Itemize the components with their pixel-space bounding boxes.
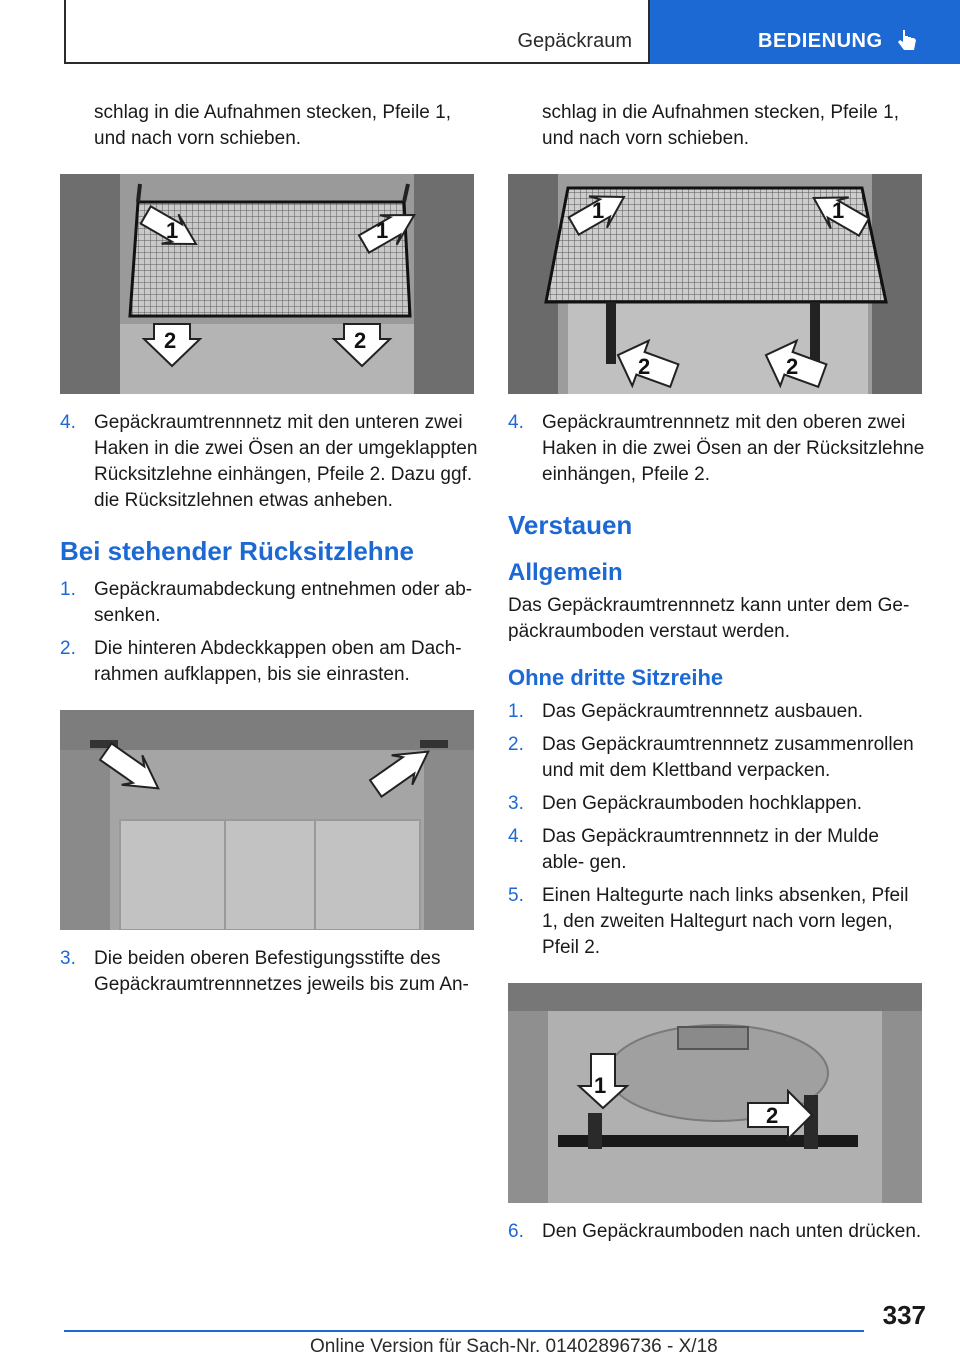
step-number: 1. bbox=[60, 579, 76, 600]
right-step-1 bbox=[508, 699, 926, 725]
heading-general: Allgemein bbox=[508, 559, 623, 586]
figure-stowing-straps bbox=[508, 983, 922, 1203]
right-step-4b bbox=[508, 824, 926, 876]
right-column bbox=[508, 100, 926, 1252]
header-chapter-label: BEDIENUNG bbox=[758, 30, 883, 52]
step-number: 4. bbox=[508, 412, 524, 433]
left-column bbox=[60, 100, 478, 1005]
general-text: Das Gepäckraumtrennnetz kann unter dem Ge‐ päckraumboden verstaut werden. bbox=[508, 595, 910, 642]
fig1-label-2a: 2 bbox=[164, 328, 177, 353]
fig1-label-2b: 2 bbox=[354, 328, 367, 353]
step-number: 6. bbox=[508, 1221, 524, 1242]
step-text: Den Gepäckraumboden hochklappen. bbox=[542, 793, 863, 814]
step-text: Gepäckraumtrennnetz mit den oberen zwei Haken in die zwei Ösen an der Rücksitzlehne einhängen, Pfeile 2. bbox=[542, 412, 925, 485]
header-chapter-tab bbox=[650, 0, 960, 64]
right-intro-text: schlag in die Aufnahmen stecken, Pfeile 1, und nach vorn schieben. bbox=[542, 102, 900, 149]
step-number: 2. bbox=[60, 638, 76, 659]
footer-divider bbox=[64, 1330, 864, 1332]
step-number: 3. bbox=[508, 793, 524, 814]
step-text: Das Gepäckraumtrennnetz in der Mulde able‐ gen. bbox=[542, 826, 879, 873]
left-step-2 bbox=[60, 636, 478, 688]
right-step-5 bbox=[508, 883, 926, 961]
header-section-box bbox=[64, 0, 650, 64]
right-step-6 bbox=[508, 1219, 926, 1245]
left-step-3 bbox=[60, 946, 478, 998]
step-text: Gepäckraumtrennnetz mit den unteren zwei Haken in die zwei Ösen an der umgeklappten Rücksitzlehne einhängen, Pfeile 2. Dazu ggf. die Rücksitzlehnen etwas anheben. bbox=[94, 412, 478, 511]
page-number: 337 bbox=[882, 1300, 926, 1330]
right-step-3 bbox=[508, 791, 926, 817]
step-number: 3. bbox=[60, 948, 76, 969]
figure-roof-caps bbox=[60, 710, 474, 930]
fig1-label-1b: 1 bbox=[376, 218, 389, 243]
fig2-label-2b: 2 bbox=[786, 354, 799, 379]
fig2-label-2a: 2 bbox=[638, 354, 651, 379]
left-step-1 bbox=[60, 577, 478, 629]
step-number: 5. bbox=[508, 885, 524, 906]
step-text: Das Gepäckraumtrennnetz ausbauen. bbox=[542, 701, 864, 722]
page-header bbox=[0, 0, 960, 66]
step-number: 2. bbox=[508, 734, 524, 755]
fig3-label-1: 1 bbox=[594, 1073, 607, 1098]
step-number: 1. bbox=[508, 701, 524, 722]
hand-pointer-icon bbox=[894, 28, 920, 54]
left-intro-text: schlag in die Aufnahmen stecken, Pfeile 1, und nach vorn schieben. bbox=[94, 102, 452, 149]
step-text: Das Gepäckraumtrennnetz zusammenrollen und mit dem Klettband verpacken. bbox=[542, 734, 914, 781]
step-text: Den Gepäckraumboden nach unten drücken. bbox=[542, 1221, 922, 1242]
figure-net-lower-hooks bbox=[60, 174, 474, 394]
fig3-label-2: 2 bbox=[766, 1103, 779, 1128]
heading-without-third-row: Ohne dritte Sitzreihe bbox=[508, 665, 724, 690]
fig2-label-1a: 1 bbox=[592, 198, 605, 223]
step-text: Die hinteren Abdeckkappen oben am Dach‐ rahmen aufklappen, bis sie einrasten. bbox=[94, 638, 462, 685]
step-number: 4. bbox=[508, 826, 524, 847]
heading-upright-backrest: Bei stehender Rücksitzlehne bbox=[60, 536, 414, 566]
step-text: Gepäckraumabdeckung entnehmen oder ab‐ senken. bbox=[94, 579, 473, 626]
left-step-4 bbox=[60, 410, 478, 514]
right-step-4 bbox=[508, 410, 926, 488]
fig1-label-1a: 1 bbox=[166, 218, 179, 243]
heading-stowing: Verstauen bbox=[508, 510, 633, 540]
header-section-title: Gepäckraum bbox=[517, 30, 632, 52]
right-step-2 bbox=[508, 732, 926, 784]
step-number: 4. bbox=[60, 412, 76, 433]
step-text: Einen Haltegurte nach links absenken, Pfeil 1, den zweiten Haltegurt nach vorn legen, Pfeil 2. bbox=[542, 885, 909, 958]
fig2-label-1b: 1 bbox=[832, 198, 845, 223]
figure-net-upper-hooks bbox=[508, 174, 922, 394]
step-text: Die beiden oberen Befestigungsstifte des Gepäckraumtrennnetzes jeweils bis zum An‐ bbox=[94, 948, 469, 995]
footer-text: Online Version für Sach-Nr. 01402896736 - X/18 bbox=[310, 1336, 718, 1357]
